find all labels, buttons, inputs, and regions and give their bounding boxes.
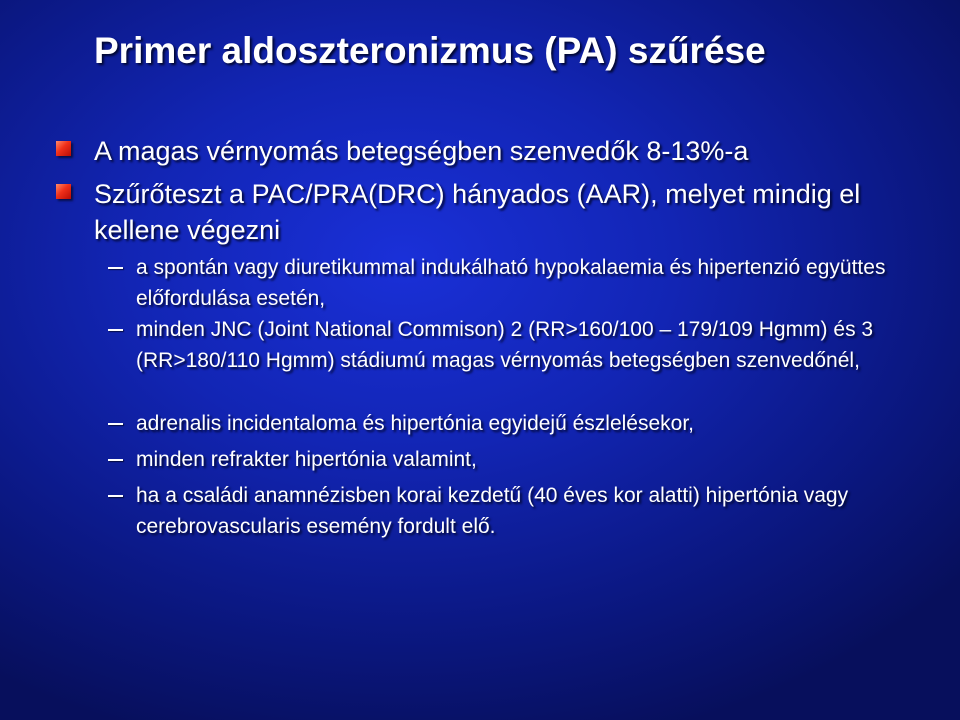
sub-item: [108, 444, 888, 475]
sub-item: [108, 408, 888, 439]
dash-bullet-icon: [108, 459, 123, 461]
sub-item: [108, 314, 888, 376]
sub-item: [108, 252, 888, 314]
sub-item-text: a spontán vagy diuretikummal indukálható hypokalaemia és hipertenzió együttes előfordulása esetén,: [136, 256, 886, 310]
dash-bullet-icon: [108, 267, 123, 269]
sub-item-text: adrenalis incidentaloma és hipertónia egyidejű észlelésekor,: [136, 412, 695, 435]
sub-item-text: minden refrakter hipertónia valamint,: [136, 448, 477, 471]
slide-title: Primer aldoszteronizmus (PA) szűrése: [94, 30, 766, 71]
dash-bullet-icon: [108, 329, 123, 331]
bullet-text: A magas vérnyomás betegségben szenvedők 8-13%-a: [94, 136, 749, 166]
bullet-item: [56, 176, 916, 248]
sub-item: [108, 480, 888, 542]
bullet-text: Szűrőteszt a PAC/PRA(DRC) hányados (AAR), melyet mindig el kellene végezni: [94, 179, 861, 245]
sub-item-text: minden JNC (Joint National Commison) 2 (RR>160/100 – 179/109 Hgmm) és 3 (RR>180/110 Hgmm) stádiumú magas vérnyomás betegségben szenvedőnél,: [136, 318, 874, 372]
dash-bullet-icon: [108, 423, 123, 425]
dash-bullet-icon: [108, 495, 123, 497]
red-square-bullet-icon: [56, 141, 71, 156]
red-square-bullet-icon: [56, 184, 71, 199]
bullet-item: [56, 133, 916, 169]
sub-item-text: ha a családi anamnézisben korai kezdetű (40 éves kor alatti) hipertónia vagy cerebrovascularis esemény fordult elő.: [136, 484, 849, 538]
